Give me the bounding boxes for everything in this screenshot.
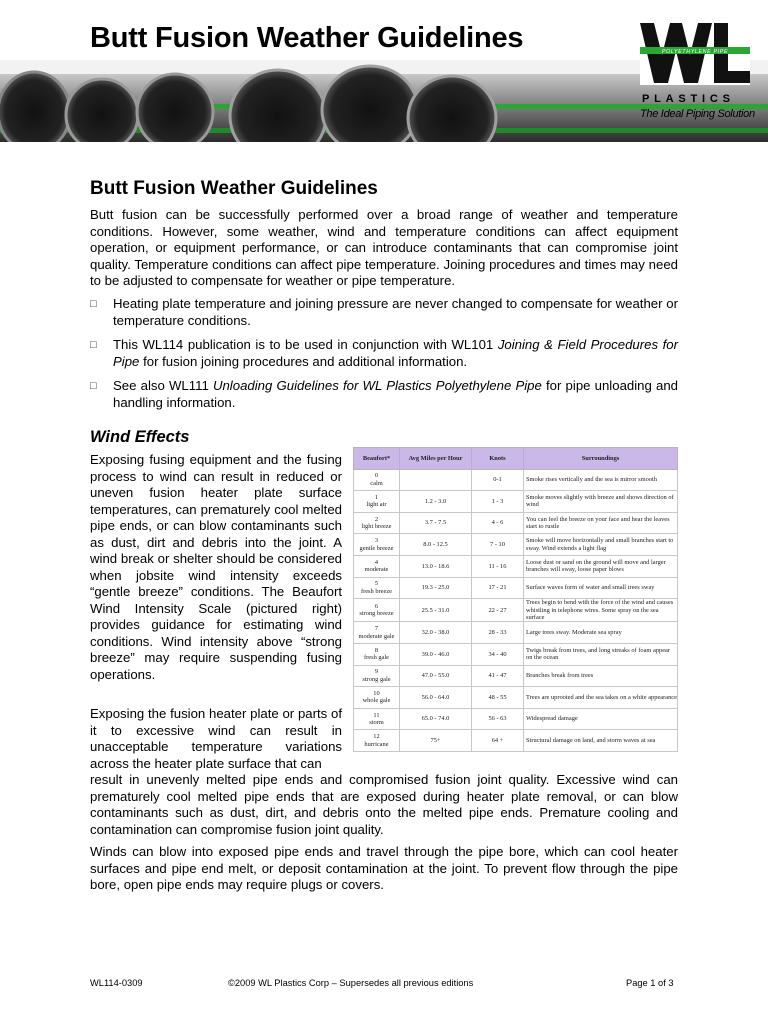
beaufort-number: 4: [374, 558, 379, 566]
wind-paragraph-3: Winds can blow into exposed pipe ends and travel through the pipe bore, which can cool heater surfaces and pipe end melt, or deposit contamination at the joint. To prevent flow through the pipe bore, open pipe ends may require plugs or covers.: [90, 844, 678, 892]
mph-cell: 3.7 - 7.5: [400, 512, 472, 534]
desc-cell: Trees are uprooted and the sea takes on a white appearance: [524, 687, 678, 709]
beaufort-level-cell: [354, 491, 400, 513]
beaufort-number: 1: [374, 494, 379, 502]
beaufort-level-cell: [354, 577, 400, 599]
logo-plastics-text: PLASTICS: [642, 93, 735, 105]
mph-cell: 75+: [400, 730, 472, 752]
beaufort-level-cell: [354, 687, 400, 709]
table-row: [354, 665, 678, 687]
desc-cell: Structural damage on land, and storm waves at sea: [524, 730, 678, 752]
knots-cell: 17 - 21: [472, 577, 524, 599]
beaufort-number: 5: [374, 580, 379, 588]
mph-cell: 13.0 - 18.6: [400, 555, 472, 577]
intro-paragraph: Butt fusion can be successfully performed over a broad range of weather and temperature conditions. However, some weather, wind and temperature conditions can affect equipment operation, or equipment performance, or can introduce contaminants that can compromise joint quality. Temperature conditions can affect pipe temperature. Joining procedures and times may need to be adjusted to compensate for weather or pipe temperature.: [90, 207, 678, 288]
knots-cell: 28 - 33: [472, 622, 524, 644]
knots-cell: 22 - 27: [472, 599, 524, 622]
table-row: [354, 469, 678, 491]
beaufort-number: 2: [374, 515, 379, 523]
beaufort-level-cell: [354, 512, 400, 534]
mph-cell: 39.0 - 46.0: [400, 643, 472, 665]
beaufort-number: 10: [373, 690, 380, 698]
mph-cell: 32.0 - 38.0: [400, 622, 472, 644]
desc-cell: Smoke will move horizontally and small branches start to sway. Wind extends a light flag: [524, 534, 678, 556]
beaufort-number: 12: [373, 733, 380, 741]
knots-cell: 7 - 10: [472, 534, 524, 556]
column-header: Knots: [472, 448, 524, 470]
desc-cell: Smoke moves slightly with breeze and shows direction of wind: [524, 491, 678, 513]
wind-paragraph-2-part-b: result in unevenly melted pipe ends and compromised fusion joint quality. Excessive wind can prematurely cool melted pipe ends that are exposed during heater plate removal, or can blow contaminants such as dust, dirt, and debris onto the melted pipe ends. Premature cooling and contamination can compromise fusion joint quality.: [90, 772, 678, 837]
knots-cell: 4 - 6: [472, 512, 524, 534]
beaufort-name: strong gale: [362, 675, 391, 683]
section-heading: Butt Fusion Weather Guidelines: [90, 178, 378, 199]
mph-cell: 65.0 - 74.0: [400, 708, 472, 730]
wind-paragraph-1: Exposing fusing equipment and the fusing process to wind can result in reduced or uneven fusion heater plate surface temperatures, can prematurely cool melted pipe ends, or can blow contaminants such as dust, dirt and debris into the joint. A wind break or shelter should be considered when jobsite wind intensity exceeds “gentle breeze” conditions. The Beaufort Wind Intensity Scale (pictured right) provides guidance for estimating wind conditions. Wind intensity above “strong breeze” may require suspending fusing operations.: [90, 452, 342, 682]
beaufort-number: 0: [374, 472, 379, 480]
beaufort-name: moderate: [364, 566, 389, 574]
table-row: [354, 730, 678, 752]
beaufort-level-cell: [354, 622, 400, 644]
knots-cell: 64 +: [472, 730, 524, 752]
mph-cell: 47.0 - 55.0: [400, 665, 472, 687]
knots-cell: 11 - 16: [472, 555, 524, 577]
beaufort-number: 11: [373, 711, 380, 719]
beaufort-name: gentle breeze: [359, 544, 394, 552]
document-code: WL114-0309: [90, 978, 143, 988]
table-row: [354, 687, 678, 709]
document-title: Butt Fusion Weather Guidelines: [90, 22, 524, 54]
column-header: Avg Miles per Hour: [400, 448, 472, 470]
desc-cell: You can feel the breeze on your face and hear the leaves start to rustle: [524, 512, 678, 534]
beaufort-level-cell: [354, 643, 400, 665]
page-number: Page 1 of 3: [626, 978, 674, 988]
table-header-row: [354, 448, 678, 470]
desc-cell: Surface waves form of water and small trees sway: [524, 577, 678, 599]
bullet-text: This WL114 publication is to be used in conjunction with WL101 Joining & Field Procedures for Pipe for fusion joining procedures and additional information.: [113, 337, 679, 369]
mph-cell: 19.3 - 25.0: [400, 577, 472, 599]
logo-band-text: POLYETHYLENE PIPE: [661, 48, 729, 55]
beaufort-number: 6: [374, 602, 379, 610]
beaufort-level-cell: [354, 555, 400, 577]
mph-cell: 8.0 - 12.5: [400, 534, 472, 556]
desc-cell: Large trees sway. Moderate sea spray: [524, 622, 678, 644]
publication-title: Unloading Guidelines for WL Plastics Polyethylene Pipe: [212, 378, 542, 393]
beaufort-name: hurricane: [364, 740, 389, 748]
knots-cell: 41 - 47: [472, 665, 524, 687]
table-row: [354, 491, 678, 513]
knots-cell: 1 - 3: [472, 491, 524, 513]
bullet-item: [90, 378, 678, 411]
wl-plastics-logo: [622, 15, 760, 120]
desc-cell: Trees begin to bend with the force of the wind and causes whistling in telephone wires. Some spray on the sea surface: [524, 599, 678, 622]
beaufort-level-cell: [354, 708, 400, 730]
table-body: [354, 469, 678, 751]
wind-paragraph-2-part-a: Exposing the fusion heater plate or parts of it to excessive wind can result in unacceptable temperature variations across the heater plate surface that can: [90, 706, 342, 771]
bullet-box-icon: □: [90, 298, 97, 310]
wl-logo-icon: [640, 21, 750, 85]
beaufort-name: fresh breeze: [360, 587, 393, 595]
table-row: [354, 512, 678, 534]
table-row: [354, 622, 678, 644]
beaufort-scale-table: [353, 447, 678, 752]
desc-cell: Widespread damage: [524, 708, 678, 730]
mph-cell: 56.0 - 64.0: [400, 687, 472, 709]
beaufort-name: fresh gale: [363, 654, 390, 662]
bullet-text: Heating plate temperature and joining pressure are never changed to compensate for weather or temperature conditions.: [113, 296, 678, 328]
column-header: Beaufort*: [354, 448, 400, 470]
beaufort-number: 8: [374, 646, 379, 654]
beaufort-name: light air: [366, 501, 387, 509]
bullet-text: See also WL111 Unloading Guidelines for WL Plastics Polyethylene Pipe for pipe unloading and handling information.: [113, 378, 678, 410]
desc-cell: Loose dust or sand on the ground will move and larger branches will sway, loose paper blows: [524, 555, 678, 577]
table-row: [354, 577, 678, 599]
bullet-item: [90, 296, 678, 329]
beaufort-name: light breeze: [361, 523, 392, 531]
table-row: [354, 643, 678, 665]
beaufort-level-cell: [354, 730, 400, 752]
beaufort-name: moderate gale: [358, 632, 395, 640]
beaufort-name: whole gale: [362, 697, 391, 705]
mph-cell: [400, 469, 472, 491]
bullet-box-icon: □: [90, 380, 97, 392]
knots-cell: 48 - 55: [472, 687, 524, 709]
beaufort-level-cell: [354, 469, 400, 491]
beaufort-name: strong breeze: [359, 610, 394, 618]
wind-effects-heading: Wind Effects: [90, 428, 190, 446]
knots-cell: 56 - 63: [472, 708, 524, 730]
beaufort-name: storm: [369, 719, 384, 727]
mph-cell: 25.5 - 31.0: [400, 599, 472, 622]
knots-cell: 0-1: [472, 469, 524, 491]
publication-title: Joining & Field Procedures for Pipe: [113, 337, 679, 369]
bullet-box-icon: □: [90, 339, 97, 351]
table-row: [354, 534, 678, 556]
table-row: [354, 555, 678, 577]
desc-cell: Branches break from trees: [524, 665, 678, 687]
beaufort-name: calm: [370, 479, 383, 487]
bullet-item: [90, 337, 678, 370]
mph-cell: 1.2 - 3.0: [400, 491, 472, 513]
table-row: [354, 708, 678, 730]
beaufort-level-cell: [354, 665, 400, 687]
beaufort-level-cell: [354, 599, 400, 622]
beaufort-number: 3: [374, 537, 379, 545]
beaufort-level-cell: [354, 534, 400, 556]
knots-cell: 34 - 40: [472, 643, 524, 665]
desc-cell: Smoke rises vertically and the sea is mirror smooth: [524, 469, 678, 491]
table-row: [354, 599, 678, 622]
beaufort-number: 9: [374, 668, 379, 676]
desc-cell: Twigs break from trees, and long streaks of foam appear on the ocean: [524, 643, 678, 665]
column-header: Surroundings: [524, 448, 678, 470]
beaufort-number: 7: [374, 625, 379, 633]
copyright-notice: ©2009 WL Plastics Corp – Supersedes all previous editions: [228, 978, 474, 988]
logo-tagline: The Ideal Piping Solution: [640, 108, 755, 120]
